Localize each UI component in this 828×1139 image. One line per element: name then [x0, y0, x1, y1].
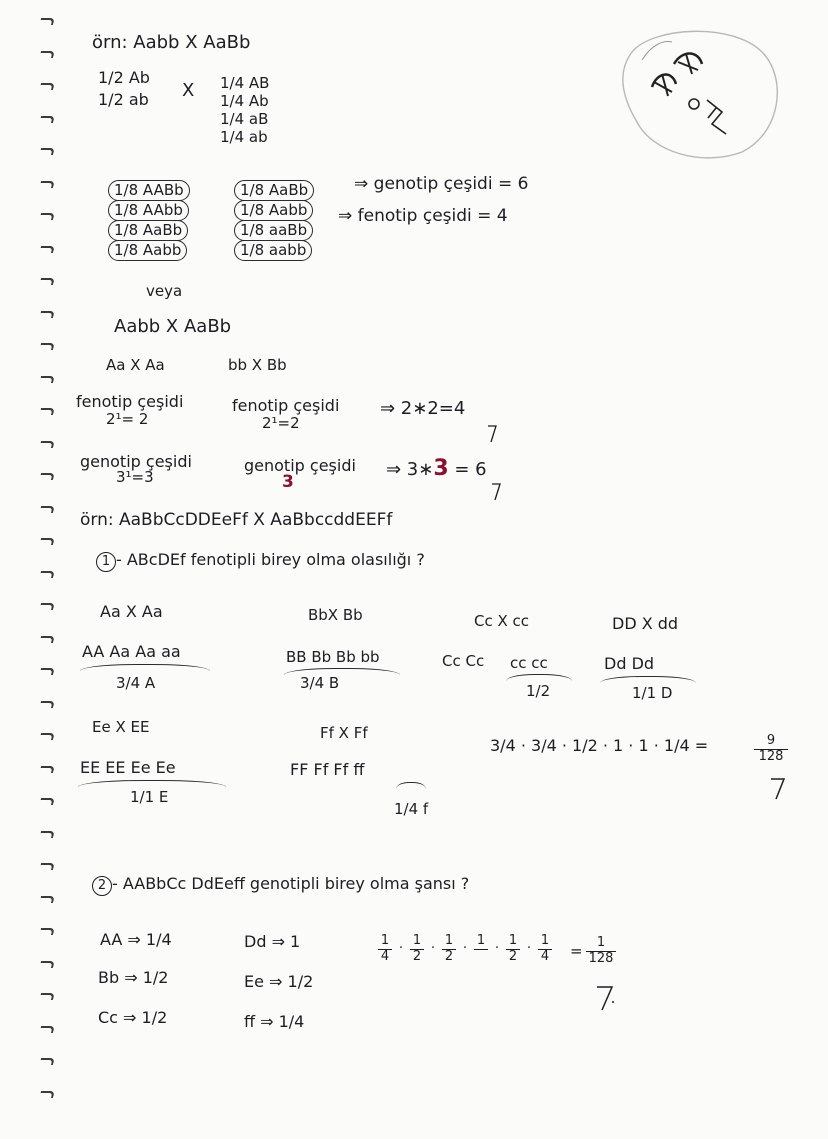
q2-item-ff: ff ⇒ 1/4	[244, 1012, 305, 1031]
spiral-hole	[39, 181, 55, 188]
alt-cross-a: Aa X Aa	[106, 356, 165, 374]
check-mark-pheno	[486, 424, 498, 444]
cross-sign: X	[182, 80, 195, 101]
spiral-hole	[39, 798, 55, 805]
product2-denominator: 128	[586, 951, 616, 967]
product2-factor-numerator: 1	[476, 933, 486, 948]
gamete-right-3: 1/4 aB	[220, 110, 269, 128]
offspring-1-1: 1/8 AABb	[108, 180, 190, 201]
product2-dot: ·	[526, 941, 532, 956]
ee-underline	[78, 780, 226, 787]
product1-numerator: 9	[766, 733, 776, 748]
spiral-hole	[39, 343, 55, 350]
product2-factor	[474, 934, 488, 965]
product2-dot: ·	[494, 941, 500, 956]
check-mark-2	[594, 984, 618, 1014]
geno-result-prefix: ⇒ 3∗	[386, 459, 434, 480]
geno-right-label: genotip çeşidi	[244, 456, 356, 475]
product2-numerator: 1	[596, 935, 606, 950]
product2-factor-numerator: 1	[380, 933, 390, 948]
spiral-hole	[39, 701, 55, 708]
gamete-right-2: 1/4 Ab	[220, 92, 269, 110]
bb-result: 3/4 B	[300, 674, 340, 692]
cc-result: 1/2	[526, 682, 551, 700]
product2-dot: ·	[462, 941, 468, 956]
example2-title: örn: AaBbCcDDEeFf X AaBbccddEEFf	[80, 510, 393, 530]
spiral-hole	[39, 636, 55, 643]
ee-cross: Ee X EE	[92, 718, 150, 736]
or-word: veya	[146, 282, 183, 300]
spiral-hole	[39, 213, 55, 220]
dd-offspring: Dd Dd	[604, 654, 655, 673]
ee-result: 1/1 E	[130, 788, 169, 806]
product1-fraction	[754, 734, 788, 765]
spiral-hole	[39, 961, 55, 968]
offspring-1-3: 1/8 AaBb	[108, 220, 188, 241]
ee-offspring: EE EE Ee Ee	[80, 758, 176, 777]
offspring-1-2: 1/8 AAbb	[108, 200, 189, 221]
product2-factor-denominator: 2	[410, 949, 424, 965]
spiral-hole	[39, 1091, 55, 1098]
cc-offspring-b: cc cc	[510, 654, 548, 672]
product2-factor	[538, 934, 552, 965]
alt-cross-b: bb X Bb	[228, 356, 287, 374]
product1-expression: 3/4 · 3/4 · 1/2 · 1 · 1 · 1/4 =	[490, 736, 709, 755]
genotype-count-note: ⇒ genotip çeşidi = 6	[354, 174, 529, 194]
dd-result: 1/1 D	[632, 684, 673, 702]
question1-number: 1	[96, 552, 116, 572]
aa-offspring: AA Aa Aa aa	[82, 642, 181, 661]
bb-offspring: BB Bb Bb bb	[286, 648, 380, 666]
offspring-2-1: 1/8 AaBb	[234, 180, 314, 201]
product2-factor-denominator: 2	[506, 949, 520, 965]
spiral-hole	[39, 408, 55, 415]
question2-number: 2	[92, 876, 112, 896]
product2-factor	[442, 934, 456, 965]
spiral-hole	[39, 1026, 55, 1033]
geno-result-suffix: = 6	[448, 459, 487, 480]
pheno-right-value: 2¹=2	[262, 414, 300, 432]
cc-offspring-a: Cc Cc	[442, 652, 485, 670]
doodle-face	[612, 22, 794, 162]
gamete-right-4: 1/4 ab	[220, 128, 268, 146]
product2-factor-numerator: 1	[444, 933, 454, 948]
pheno-left-value: 2¹= 2	[106, 410, 149, 428]
dd-cross: DD X dd	[612, 614, 679, 633]
ff-cross: Ff X Ff	[320, 724, 368, 742]
product2-factor-denominator: 4	[378, 949, 392, 965]
product2-factor-numerator: 1	[508, 933, 518, 948]
product2-equals: =	[570, 942, 583, 960]
q2-item-cc: Cc ⇒ 1/2	[98, 1008, 168, 1027]
spiral-hole	[39, 278, 55, 285]
phenotype-count-note: ⇒ fenotip çeşidi = 4	[338, 206, 508, 226]
example1-title: örn: Aabb X AaBb	[92, 32, 251, 53]
cc-underline	[506, 674, 572, 681]
spiral-hole	[39, 441, 55, 448]
product2-factor-numerator: 1	[540, 933, 550, 948]
ff-offspring: FF Ff Ff ff	[290, 760, 365, 779]
gamete-left-1: 1/2 Ab	[98, 68, 150, 87]
spiral-hole	[39, 376, 55, 383]
q2-item-ee: Ee ⇒ 1/2	[244, 972, 314, 991]
product2-factor-numerator: 1	[412, 933, 422, 948]
spiral-hole	[39, 506, 55, 513]
spiral-hole	[39, 246, 55, 253]
aa-cross: Aa X Aa	[100, 602, 163, 621]
spiral-hole	[39, 668, 55, 675]
geno-result	[386, 458, 487, 480]
check-mark-geno	[490, 482, 502, 502]
offspring-2-3: 1/8 aaBb	[234, 220, 313, 241]
spiral-hole	[39, 766, 55, 773]
spiral-hole	[39, 51, 55, 58]
alt-cross: Aabb X AaBb	[114, 316, 232, 337]
q2-item-aa: AA ⇒ 1/4	[100, 930, 172, 949]
spiral-hole	[39, 896, 55, 903]
product2-fraction	[586, 936, 616, 967]
spiral-hole	[39, 928, 55, 935]
bb-cross: BbX Bb	[308, 606, 363, 624]
pheno-right-label: fenotip çeşidi	[232, 396, 340, 415]
spiral-hole	[39, 831, 55, 838]
spiral-hole	[39, 311, 55, 318]
ff-underline	[396, 782, 426, 789]
spiral-hole	[39, 863, 55, 870]
pheno-result: ⇒ 2∗2=4	[380, 398, 466, 419]
product2-factor	[410, 934, 424, 965]
dd-underline	[600, 676, 696, 683]
q2-item-bb: Bb ⇒ 1/2	[98, 968, 169, 987]
spiral-hole	[39, 603, 55, 610]
geno-result-red: 3	[433, 456, 449, 481]
question2-text: - AABbCc DdEeff genotipli birey olma şansı ?	[112, 874, 470, 893]
product2-factor-denominator: 4	[538, 949, 552, 965]
gamete-left-2: 1/2 ab	[98, 90, 149, 109]
ff-result: 1/4 f	[394, 800, 429, 818]
spiral-hole	[39, 116, 55, 123]
question2	[92, 876, 469, 896]
offspring-2-2: 1/8 Aabb	[234, 200, 313, 221]
spiral-hole	[39, 1058, 55, 1065]
product2-dot: ·	[398, 941, 404, 956]
question1	[96, 552, 425, 572]
question1-text: - ABcDEf fenotipli birey olma olasılığı ?	[116, 550, 425, 569]
spiral-hole	[39, 473, 55, 480]
product2-factor-denominator: 2	[442, 949, 456, 965]
product2-factor	[378, 934, 392, 965]
spiral-binding	[36, 18, 58, 1128]
geno-right-value: 3	[282, 472, 294, 492]
spiral-hole	[39, 18, 55, 25]
spiral-hole	[39, 571, 55, 578]
aa-underline	[80, 664, 210, 671]
gamete-right-1: 1/4 AB	[220, 74, 270, 92]
offspring-2-4: 1/8 aabb	[234, 240, 312, 261]
spiral-hole	[39, 83, 55, 90]
spiral-hole	[39, 538, 55, 545]
product2-factor-denominator	[474, 949, 488, 965]
product2-factor	[506, 934, 520, 965]
pheno-left-label: fenotip çeşidi	[76, 392, 184, 411]
product1-denominator: 128	[754, 749, 788, 765]
check-mark-1	[768, 776, 788, 802]
q2-item-dd: Dd ⇒ 1	[244, 932, 301, 951]
spiral-hole	[39, 993, 55, 1000]
geno-left-value: 3¹=3	[116, 468, 154, 486]
product2-dot: ·	[430, 941, 436, 956]
spiral-hole	[39, 148, 55, 155]
aa-result: 3/4 A	[116, 674, 156, 692]
spiral-hole	[39, 733, 55, 740]
geno-left-label: genotip çeşidi	[80, 452, 192, 471]
cc-cross: Cc X cc	[474, 612, 530, 630]
offspring-1-4: 1/8 Aabb	[108, 240, 187, 261]
